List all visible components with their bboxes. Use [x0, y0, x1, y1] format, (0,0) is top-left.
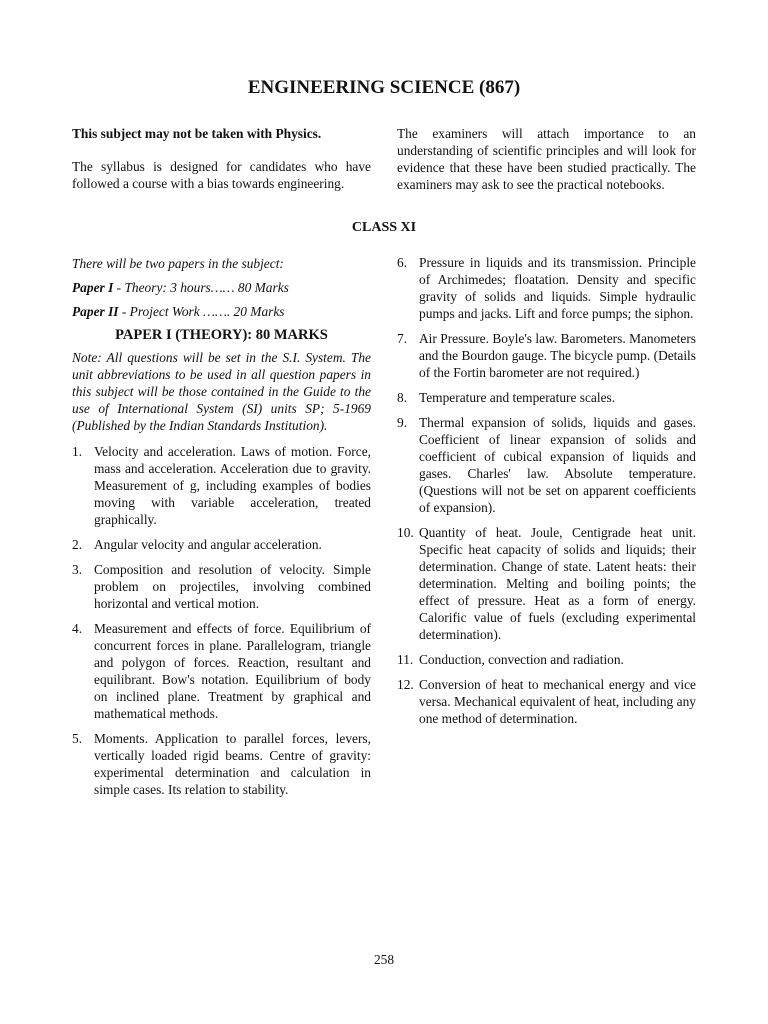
item-text: Composition and resolution of velocity. Simple problem on projectiles, involving combined horizontal and vertical motion. — [94, 562, 371, 611]
item-text: Conversion of heat to mechanical energy and vice versa. Mechanical equivalent of heat, including any one method of determination. — [419, 677, 696, 726]
intro-right — [397, 125, 696, 193]
item-number: 5. — [72, 731, 83, 746]
list-item — [397, 651, 696, 668]
list-item — [72, 620, 371, 722]
item-number: 6. — [397, 255, 408, 270]
item-number: 7. — [397, 331, 408, 346]
list-item — [397, 330, 696, 381]
topic-list-left — [72, 443, 371, 798]
syllabus-description: The syllabus is designed for candidates who have followed a course with a bias towards engineering. — [72, 159, 371, 191]
paper-1-heading: PAPER I (THEORY): 80 MARKS — [115, 327, 328, 343]
item-text: Thermal expansion of solids, liquids and gases. Coefficient of linear expansion of solids and coefficient of cubical expansion of liquids and gases. Charles' law. Absolute temperature. (Questions will not be set on apparent coefficients of expansion). — [419, 415, 696, 515]
list-item — [397, 676, 696, 727]
item-number: 2. — [72, 537, 83, 552]
papers-intro: There will be two papers in the subject: — [72, 256, 284, 271]
item-number: 10. — [397, 525, 414, 540]
list-item — [397, 389, 696, 406]
paper-2-detail: - Project Work ……. 20 Marks — [118, 304, 285, 319]
right-column — [397, 254, 696, 727]
item-number: 12. — [397, 677, 414, 692]
intro-left — [72, 125, 371, 192]
topic-list-right — [397, 254, 696, 727]
si-note: Note: All questions will be set in the S.I. System. The unit abbreviations to be used in all question papers in this subject will be those contained in the Guide to the use of International System (SI) units SP; 5-1969 (Published by the Indian Standards Institution). — [72, 350, 371, 433]
list-item — [72, 561, 371, 612]
paper-2-line — [72, 303, 371, 320]
paper-1-label: Paper I — [72, 280, 114, 295]
list-item — [397, 414, 696, 516]
item-text: Quantity of heat. Joule, Centigrade heat unit. Specific heat capacity of solids and liquids; their determination. Change of state. Latent heats: their determination. Melting and boiling points; the effect of pressure. Heat as a form of energy. Calorific value of fuels (excluding experimental determination). — [419, 525, 696, 642]
paper-1-line — [72, 279, 371, 296]
list-item — [72, 443, 371, 528]
paper-2-label: Paper II — [72, 304, 119, 319]
paper-1-detail: - Theory: 3 hours…… 80 Marks — [113, 280, 289, 295]
item-number: 1. — [72, 444, 83, 459]
list-item — [72, 536, 371, 553]
item-number: 8. — [397, 390, 408, 405]
item-text: Air Pressure. Boyle's law. Barometers. Manometers and the Bourdon gauge. The bicycle pump. (Details of the Fortin barometer are not required.) — [419, 331, 696, 380]
item-text: Velocity and acceleration. Laws of motion. Force, mass and acceleration. Acceleration due to gravity. Measurement of g, including examples of bodies moving with variable acceleration, treated graphically. — [94, 444, 371, 527]
left-column — [72, 255, 371, 798]
page-title: ENGINEERING SCIENCE (867) — [247, 77, 521, 98]
list-item — [397, 524, 696, 643]
item-text: Measurement and effects of force. Equilibrium of concurrent forces in plane. Parallelogram, triangle and polygon of forces. Reaction, resultant and equilibrant. Bow's notation. Equilibrium of body on inclined plane. Treatment by graphical and mathematical methods. — [94, 621, 371, 721]
item-text: Angular velocity and angular acceleration. — [94, 537, 322, 552]
item-text: Temperature and temperature scales. — [419, 390, 616, 405]
examiners-note: The examiners will attach importance to an understanding of scientific principles and will look for evidence that these have been studied practically. The examiners may ask to see the practical notebooks. — [397, 126, 696, 192]
item-number: 4. — [72, 621, 83, 636]
page-number: 258 — [373, 952, 395, 967]
item-number: 11. — [397, 652, 414, 667]
item-text: Pressure in liquids and its transmission. Principle of Archimedes; floatation. Density and specific gravity of solids and liquids. Simple hydraulic pumps and jacks. Lift and force pumps; the siphon. — [419, 255, 696, 321]
item-number: 9. — [397, 415, 408, 430]
item-text: Conduction, convection and radiation. — [419, 652, 624, 667]
list-item — [397, 254, 696, 322]
list-item — [72, 730, 371, 798]
item-text: Moments. Application to parallel forces, levers, vertically loaded rigid beams. Centre of gravity: experimental determination and calculation in simple cases. Its relation to stability. — [94, 731, 371, 797]
subject-restriction: This subject may not be taken with Physics. — [72, 126, 322, 141]
class-heading: CLASS XI — [351, 220, 417, 235]
item-number: 3. — [72, 562, 83, 577]
